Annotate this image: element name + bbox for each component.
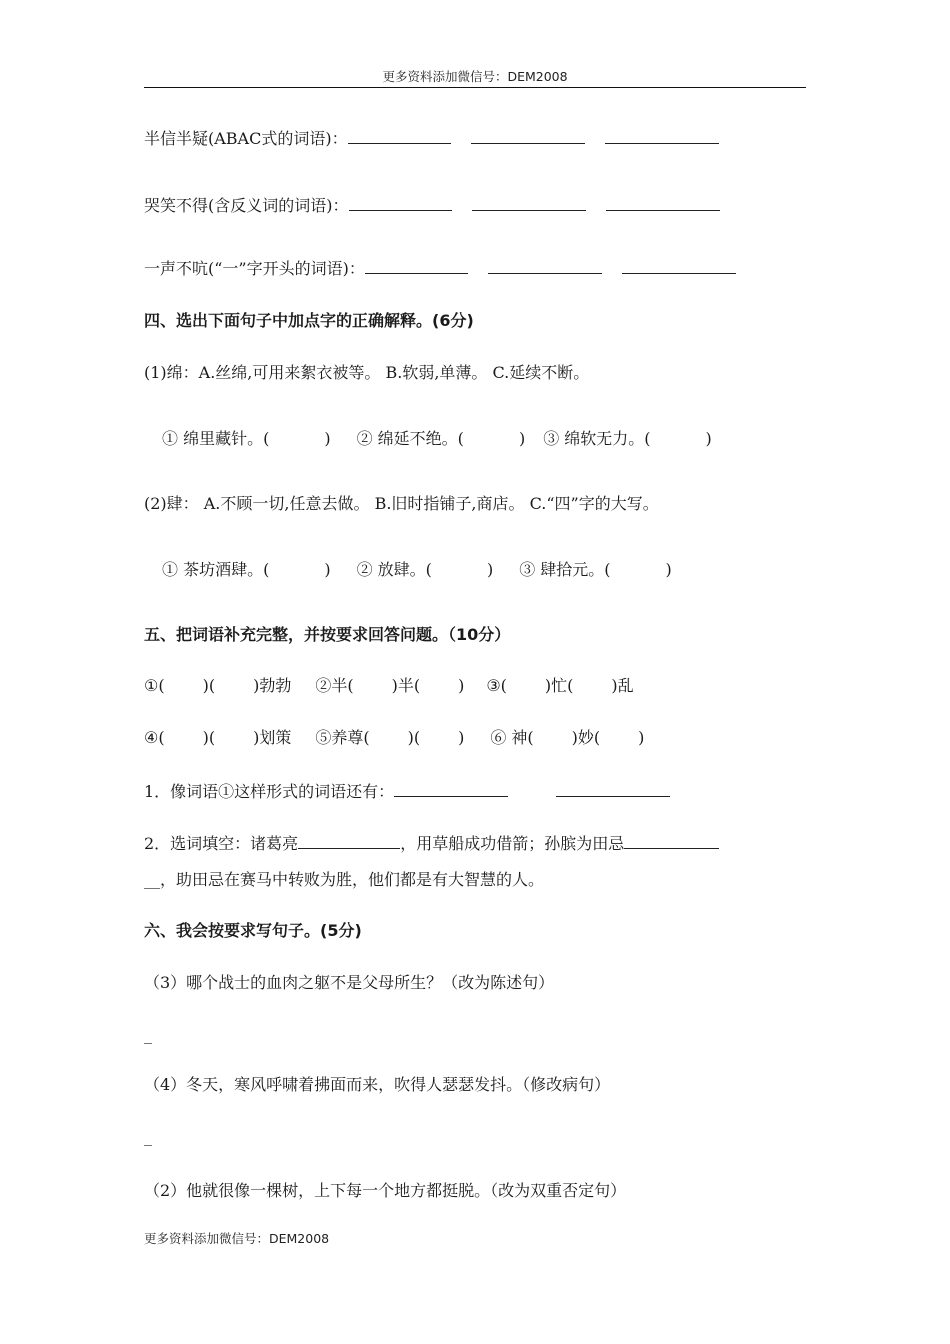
choice-item: ① 茶坊酒肆。( — [162, 560, 270, 579]
section4-q1-definition: (1)绵：A.丝绵,可用来絮衣被等。 B.软弱,单薄。 C.延续不断。 — [144, 363, 590, 382]
answer-blank[interactable] — [365, 257, 468, 274]
answer-blank[interactable] — [348, 127, 451, 144]
answer-blank[interactable] — [349, 194, 452, 211]
answer-line[interactable]: _ — [144, 1025, 152, 1044]
section6-title: 六、我会按要求写句子。(5分) — [144, 921, 362, 940]
choice-item: ③ 肆拾元。( — [519, 560, 611, 579]
word-task-label: 半信半疑(ABAC式的词语)： — [144, 129, 348, 148]
section6-item: （4）冬天，寒风呼啸着拂面而来，吹得人瑟瑟发抖。（修改病句） — [144, 1075, 611, 1094]
section4-q1-items: ① 绵里藏针。( ) ② 绵延不绝。( ) ③ 绵软无力。( ) — [162, 429, 712, 448]
word-task-label: 一声不吭(“一”字开头的词语)： — [144, 259, 365, 278]
answer-blank[interactable] — [472, 194, 586, 211]
choice-item: ③ 绵软无力。( — [543, 429, 651, 448]
word-task-yi — [144, 257, 736, 280]
word-task-label: 哭笑不得(含反义词的词语)： — [144, 196, 349, 215]
header-rule — [144, 87, 806, 88]
page-header: 更多资料添加微信号：DEM2008 — [382, 69, 568, 84]
choice-item: ② 绵延不绝。( — [356, 429, 464, 448]
answer-blank[interactable] — [298, 832, 400, 849]
answer-blank[interactable] — [471, 127, 585, 144]
section5-row2: ④( )( )划策 ⑤养尊( )( ) ⑥ 神( )妙( ) — [144, 728, 645, 747]
answer-blank[interactable] — [488, 257, 602, 274]
section5-q2-line2: __，助田忌在赛马中转败为胜，他们都是有大智慧的人。 — [144, 870, 545, 889]
choice-item: ② 放肆。( — [356, 560, 432, 579]
section6-item: （3）哪个战士的血肉之躯不是父母所生？（改为陈述句） — [144, 973, 555, 992]
answer-blank[interactable] — [394, 780, 508, 797]
section6-item: （2）他就很像一棵树，上下每一个地方都挺脱。（改为双重否定句） — [144, 1181, 627, 1200]
choice-item: ① 绵里藏针。( — [162, 429, 270, 448]
section5-row1: ①( )( )勃勃 ②半( )半( ) ③( )忙( )乱 — [144, 676, 634, 695]
section5-q2: 2．选词填空：诸葛亮 ，用草船成功借箭；孙膑为田忌 — [144, 832, 719, 855]
answer-blank[interactable] — [622, 257, 736, 274]
word-task-antonym — [144, 194, 720, 217]
section5-title: 五、把词语补充完整，并按要求回答问题。（10分） — [144, 625, 511, 644]
answer-blank[interactable] — [624, 832, 719, 849]
answer-blank[interactable] — [605, 127, 719, 144]
answer-line[interactable]: _ — [144, 1127, 152, 1146]
section4-q2-definition: (2)肆： A.不顾一切,任意去做。 B.旧时指铺子,商店。 C.“四”字的大写。 — [144, 494, 659, 513]
answer-blank[interactable] — [606, 194, 720, 211]
answer-blank[interactable] — [556, 780, 670, 797]
section4-q2-items: ① 茶坊酒肆。( ) ② 放肆。( ) ③ 肆拾元。( ) — [162, 560, 672, 579]
section4-title: 四、选出下面句子中加点字的正确解释。(6分) — [144, 311, 474, 330]
section5-q1: 1．像词语①这样形式的词语还有： — [144, 780, 670, 803]
word-task-abac — [144, 127, 719, 150]
page-footer: 更多资料添加微信号：DEM2008 — [144, 1231, 330, 1246]
